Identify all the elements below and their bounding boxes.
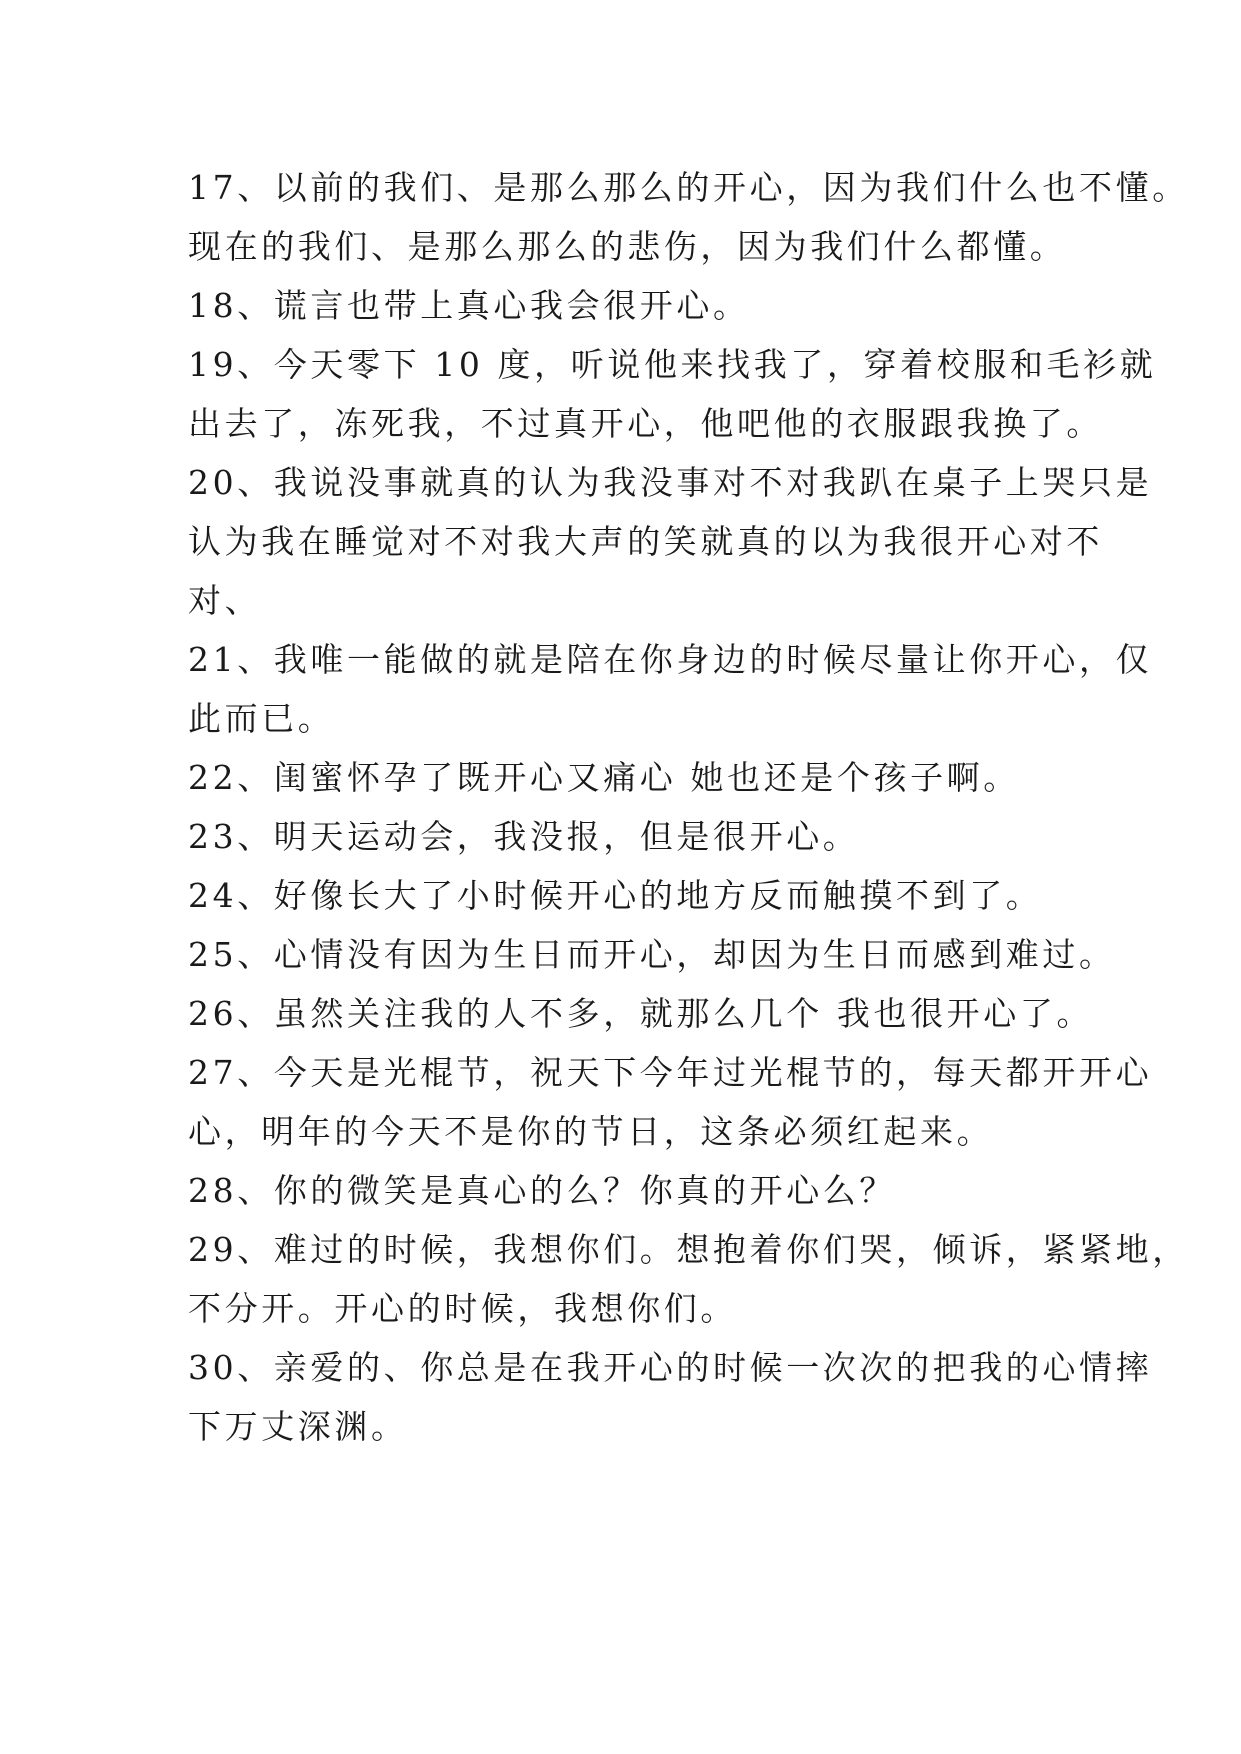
text-line: 22、闺蜜怀孕了既开心又痛心 她也还是个孩子啊。: [188, 758, 1020, 797]
text-line: 21、我唯一能做的就是陪在你身边的时候尽量让你开心，仅: [188, 640, 1153, 679]
text-line: 17、以前的我们、是那么那么的开心，因为我们什么也不懂。: [188, 168, 1189, 207]
text-line: 27、今天是光棍节，祝天下今年过光棍节的，每天都开开心: [188, 1053, 1153, 1092]
text-line: 23、明天运动会，我没报，但是很开心。: [188, 817, 860, 856]
text-line: 下万丈深渊。: [188, 1407, 408, 1446]
text-line: 不分开。开心的时候，我想你们。: [188, 1289, 737, 1328]
document-body: [188, 158, 1189, 1456]
text-line: 此而已。: [188, 699, 335, 738]
text-line: 出去了，冻死我，不过真开心，他吧他的衣服跟我换了。: [188, 404, 1103, 443]
text-line: 20、我说没事就真的认为我没事对不对我趴在桌子上哭只是: [188, 463, 1153, 502]
text-line: 26、虽然关注我的人不多，就那么几个 我也很开心了。: [188, 994, 1094, 1033]
text-line: 18、谎言也带上真心我会很开心。: [188, 286, 750, 325]
text-line: 29、难过的时候，我想你们。想抱着你们哭，倾诉，紧紧地，: [188, 1230, 1189, 1269]
text-line: 现在的我们、是那么那么的悲伤，因为我们什么都懂。: [188, 227, 1067, 266]
text-line: 25、心情没有因为生日而开心，却因为生日而感到难过。: [188, 935, 1116, 974]
text-line: 30、亲爱的、你总是在我开心的时候一次次的把我的心情摔: [188, 1348, 1153, 1387]
text-line: 心，明年的今天不是你的节日，这条必须红起来。: [188, 1112, 994, 1151]
text-line: 28、你的微笑是真心的么？你真的开心么？: [188, 1171, 896, 1210]
text-line: 认为我在睡觉对不对我大声的笑就真的以为我很开心对不: [188, 522, 1103, 561]
text-line: 19、今天零下 10 度，听说他来找我了，穿着校服和毛衫就: [188, 345, 1157, 384]
text-line: 24、好像长大了小时候开心的地方反而触摸不到了。: [188, 876, 1043, 915]
text-line: 对、: [188, 581, 262, 620]
